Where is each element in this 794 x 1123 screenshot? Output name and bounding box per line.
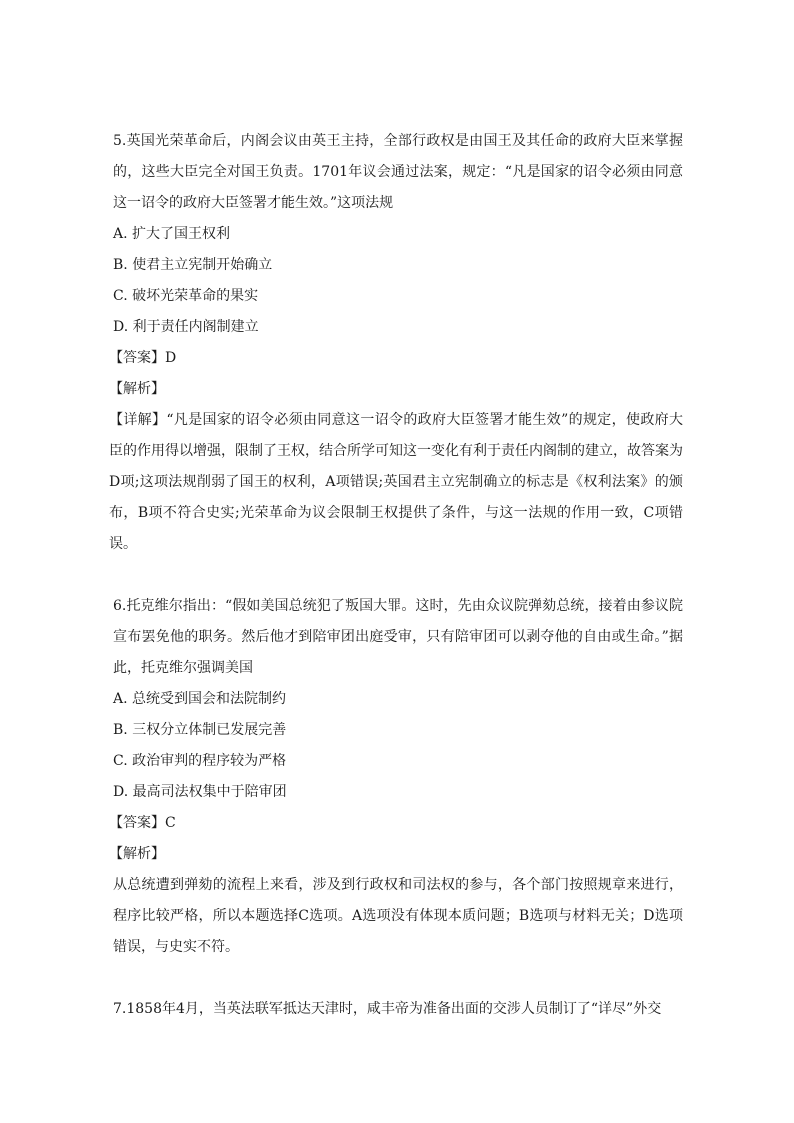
document-page	[109, 126, 683, 1025]
option-d: D. 利于责任内阁制建立	[113, 319, 259, 335]
question-5	[109, 126, 683, 560]
spacer	[113, 560, 683, 591]
analysis-text: 【详解】“凡是国家的诏令必须由同意这一诏令的政府大臣签署才能生效”的规定，使政府大臣的作用得以增强，限制了王权，结合所学可知这一变化有利于责任内阁制的建立，故答案为D项;这项法规削弱了国王的权利，A项错误;英国君主立宪制确立的标志是《权利法案》的颁布，B项不符合史实;光荣革命为议会限制王权提供了条件，与这一法规的作用一致，C项错误。	[109, 412, 683, 552]
option-a: A. 总统受到国会和法院制约	[113, 691, 287, 707]
option-b: B. 使君主立宪制开始确立	[113, 257, 273, 273]
answer-label: 【答案】D	[109, 350, 177, 366]
question-stem: 5.英国光荣革命后，内阁会议由英王主持，全部行政权是由国王及其任命的政府大臣来掌握的，这些大臣完全对国王负责。1701年议会通过法案，规定：“凡是国家的诏令必须由同意这一诏令的政府大臣签署才能生效。”这项法规	[113, 133, 683, 211]
analysis-text: 从总统遭到弹劾的流程上来看，涉及到行政权和司法权的参与，各个部门按照规章来进行，程序比较严格，所以本题选择C选项。A选项没有体现本质问题；B选项与材料无关；D选项错误，与史实不符。	[113, 877, 683, 955]
question-6	[109, 591, 683, 963]
question-7	[113, 994, 683, 1025]
question-stem: 6.托克维尔指出：“假如美国总统犯了叛国大罪。这时，先由众议院弹劾总统，接着由参议院宣布罢免他的职务。然后他才到陪审团出庭受审，只有陪审团可以剥夺他的自由或生命。”据此，托克维尔强调美国	[113, 598, 683, 676]
option-c: C. 破坏光荣革命的果实	[113, 288, 259, 304]
analysis-label: 【解析】	[109, 381, 165, 397]
answer-label: 【答案】C	[109, 815, 176, 831]
question-stem: 7.1858年4月，当英法联军抵达天津时，咸丰帝为准备出面的交涉人员制订了“详尽”外交	[113, 1001, 662, 1017]
option-b: B. 三权分立体制已发展完善	[113, 722, 287, 738]
spacer	[113, 963, 683, 994]
analysis-label: 【解析】	[109, 846, 165, 862]
option-a: A. 扩大了国王权利	[113, 226, 231, 242]
option-d: D. 最高司法权集中于陪审团	[113, 784, 287, 800]
option-c: C. 政治审判的程序较为严格	[113, 753, 287, 769]
